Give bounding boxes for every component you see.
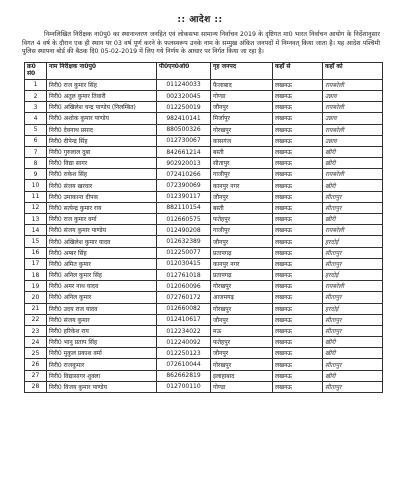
table-cell: इलाहाबाद [211,370,273,381]
table-cell: 16 [25,247,47,258]
table-row [25,102,383,113]
table-cell: 982410141 [157,113,211,124]
table-cell: खीरी [323,146,383,157]
table-cell: लखनऊ [273,325,323,336]
table-cell: 5 [25,124,47,135]
table-cell: निरी0 राज कुमार सिंह [47,79,157,90]
table-cell: लखनऊ [273,202,323,213]
table-cell: गोरखपुर [211,359,273,370]
table-cell: सीतापुर [323,292,383,303]
table-cell: प्रतापगढ़ [211,247,273,258]
table-cell: आजमगढ़ [211,292,273,303]
table-cell: लखनऊ [273,214,323,225]
table-cell: 902920013 [157,158,211,169]
table-cell: निरी0 राज कुमार वर्मा [47,214,157,225]
table-cell: 25 [25,348,47,359]
header-from: कहाँ से [273,62,323,79]
table-cell: निरी0 देवनाथ प्रसाद [47,124,157,135]
table-cell: 012250077 [157,247,211,258]
table-cell: कानपुर नगर [211,180,273,191]
table-cell: 012250123 [157,348,211,359]
table-cell: जौनपुर [211,236,273,247]
table-cell: लखनऊ [273,258,323,269]
table-cell: 23 [25,325,47,336]
table-cell: निरी0 अनिल कुमार [47,292,157,303]
table-cell: लखनऊ [273,180,323,191]
table-cell: 22 [25,314,47,325]
table-cell: हरदोई [323,303,383,314]
table-row [25,180,383,191]
table-cell: जौनपुर [211,314,273,325]
table-cell: निरी0 राजकुमार [47,359,157,370]
table-row [25,359,383,370]
table-cell: 26 [25,359,47,370]
table-cell: लखनऊ [273,113,323,124]
table-row [25,247,383,258]
table-cell: खीरी [323,348,383,359]
table-cell: लखनऊ [273,314,323,325]
table-cell: निरी0 विजय कुमार पाण्डेय [47,381,157,392]
table-row [25,381,383,392]
table-cell: जौनपुर [211,191,273,202]
table-row [25,337,383,348]
table-cell: लखनऊ [273,158,323,169]
table-cell: 880500326 [157,124,211,135]
table-cell: बस्ती [211,202,273,213]
table-cell: गोरखपुर [211,124,273,135]
table-cell: 862662819 [157,370,211,381]
table-cell: निरी0 संजय खरवार [47,180,157,191]
table-cell: हरदोई [323,236,383,247]
table-cell: खीरी [323,180,383,191]
table-row [25,135,383,146]
table-cell: 012490208 [157,225,211,236]
table-cell: 012660575 [157,214,211,225]
table-cell: लखनऊ [273,337,323,348]
table-cell: सीतापुर [323,191,383,202]
table-cell: 21 [25,303,47,314]
table-cell: 24 [25,337,47,348]
table-cell: 842661214 [157,146,211,157]
table-cell: मिर्जापुर [211,113,273,124]
table-cell: सीतापुर [323,314,383,325]
table-cell: 13 [25,214,47,225]
table-cell: निरी0 अखिलेश कुमार यादव [47,236,157,247]
table-cell: रायबरेली [323,225,383,236]
table-cell: 002320045 [157,90,211,101]
table-cell: निरी0 गुरुलाल दुबा [47,146,157,157]
table-cell: निरी0 अमर नाथ यादव [47,281,157,292]
table-cell: लखनऊ [273,102,323,113]
order-body-text: निम्नलिखित निरीक्षक ना0पु0 का स्थानान्तरण जनहित एवं लोकसभा सामान्य निर्वाचन 2019 के दृष्टिगत मा0 भारत निर्वाचन आयोग के निर्देशानुसार विगत 4 वर्ष के दौरान एक ही स्थान पर 03 वर्ष पूर्ण करने के फलस्वरूप उनके नाम के सम्मुख अंकित जनपदों में निम्नवत् किया जाता है। यह आदेश पश्चिमी पुलिस स्थापना बोर्ड की बैठक दि0 05-02-2019 में लिए गये निर्णय के आधार पर निर्गत किया जा रहा है। [22,31,380,56]
table-cell: 012234022 [157,325,211,336]
table-cell: निरी0 संजय कुमार [47,314,157,325]
table-cell: लखनऊ [273,269,323,280]
table-cell: खीरी [323,214,383,225]
table-row [25,113,383,124]
table-cell: प्रतापगढ़ [211,269,273,280]
table-row [25,325,383,336]
table-row [25,258,383,269]
table-cell: सीतापुर [323,381,383,392]
transfer-table [24,62,383,393]
table-cell: निरी0 विद्या सागर [47,158,157,169]
table-row [25,202,383,213]
order-title: :: आदेश :: [177,15,223,25]
table-cell: 11 [25,191,47,202]
table-cell: रायबरेली [323,124,383,135]
table-row [25,269,383,280]
table-cell: गाजीपुर [211,225,273,236]
table-cell: जौनपुर [211,102,273,113]
table-cell: लखनऊ [273,292,323,303]
header-serial: क्र0 सं0 [25,62,47,79]
table-cell: लखनऊ [273,124,323,135]
table-cell: रायबरेली [323,281,383,292]
table-cell: सीतापुर [211,158,273,169]
table-cell: 072410266 [157,169,211,180]
table-cell: लखनऊ [273,247,323,258]
table-cell: खीरी [323,337,383,348]
table-header-row [25,62,383,79]
table-cell: निरी0 विद्यासागर शुक्ला [47,370,157,381]
table-cell: सीतापुर [323,202,383,213]
table-cell: उन्नाव [323,90,383,101]
table-cell: गोण्डा [211,381,273,392]
table-cell: हरदोई [323,269,383,280]
table-cell: सीतापुर [323,325,383,336]
table-cell: 9 [25,169,47,180]
table-cell: 17 [25,258,47,269]
table-cell: 012730067 [157,135,211,146]
table-cell: 012240092 [157,337,211,348]
table-row [25,191,383,202]
table-cell: लखनऊ [273,79,323,90]
table-cell: 072760172 [157,292,211,303]
table-cell: गोरखपुर [211,281,273,292]
table-row [25,292,383,303]
table-cell: 012761018 [157,269,211,280]
table-cell: निरी0 उदय राज यादव [47,303,157,314]
table-cell: गोरखपुर [211,303,273,314]
table-row [25,348,383,359]
table-body [25,79,383,392]
table-row [25,225,383,236]
table-row [25,124,383,135]
table-cell: 27 [25,370,47,381]
table-cell: 8 [25,158,47,169]
table-cell: 28 [25,381,47,392]
table-cell: लखनऊ [273,191,323,202]
table-cell: फतेहपुर [211,214,273,225]
table-cell: 012250019 [157,102,211,113]
table-cell: लखनऊ [273,225,323,236]
table-cell: लखनऊ [273,370,323,381]
table-cell: निरी0 अखिलेश चन्द्र पाण्डेय (निलम्बित) [47,102,157,113]
table-cell: 6 [25,135,47,146]
table-cell: 10 [25,180,47,191]
table-cell: 012632389 [157,236,211,247]
table-cell: 012410617 [157,314,211,325]
table-row [25,90,383,101]
table-cell: निरी0 मुकुल प्रकाश वर्मा [47,348,157,359]
table-cell: फतेहपुर [211,337,273,348]
table-cell: लखनऊ [273,135,323,146]
table-cell: गोण्डा [211,90,273,101]
table-cell: 012660082 [157,303,211,314]
table-cell: कासगंज [211,135,273,146]
table-cell: 012030415 [157,258,211,269]
table-cell: लखनऊ [273,90,323,101]
table-cell: रायबरेली [323,169,383,180]
table-cell: निरी0 अशोक कुमार पाण्डेय [47,113,157,124]
table-cell: 15 [25,236,47,247]
table-cell: निरी0 दीपेन्द्र सिंह [47,135,157,146]
table-row [25,370,383,381]
header-name: नाम निरीक्षक ना0पु0 [47,62,157,79]
table-cell: निरी0 अतुल कुमार तिवारी [47,90,157,101]
table-cell: 19 [25,281,47,292]
table-cell: 012390117 [157,191,211,202]
table-cell: निरी0 संजय कुमार पाण्डेय [47,225,157,236]
table-cell: निरी0 सत्येन्द्र कुमार राय [47,202,157,213]
table-cell: निरी0 राकेश सिंह [47,169,157,180]
table-cell: 012060096 [157,281,211,292]
table-cell: खीरी [323,158,383,169]
table-cell: 14 [25,225,47,236]
table-cell: 18 [25,269,47,280]
table-cell: निरी0 भानु प्रताप सिंह [47,337,157,348]
header-pno: पी0एन0ओ0 [157,62,211,79]
table-cell: 12 [25,202,47,213]
table-cell: फैजाबाद [211,79,273,90]
table-cell: जौनपुर [211,348,273,359]
table-row [25,79,383,90]
table-cell: लखनऊ [273,348,323,359]
table-cell: लखनऊ [273,303,323,314]
table-cell: 072610044 [157,359,211,370]
table-cell: बस्ती [211,146,273,157]
table-cell: 20 [25,292,47,303]
table-cell: लखनऊ [273,146,323,157]
table-cell: निरी0 अनिल कुमार सिंह [47,269,157,280]
table-cell: मऊ [211,325,273,336]
table-cell: सीतापुर [323,359,383,370]
table-cell: 012700110 [157,381,211,392]
table-cell: सीतापुर [323,247,383,258]
table-row [25,281,383,292]
table-cell: कानपुर नगर [211,258,273,269]
table-cell: निरी0 अमित कुमार [47,258,157,269]
table-cell: निरी0 उमाकान्त दीपक [47,191,157,202]
table-row [25,169,383,180]
table-cell: निरी0 अम्बर सिंह [47,247,157,258]
table-cell: 7 [25,146,47,157]
table-row [25,158,383,169]
table-row [25,303,383,314]
table-cell: 072390069 [157,180,211,191]
table-cell: लखनऊ [273,236,323,247]
table-row [25,314,383,325]
table-cell: खीरी [323,370,383,381]
table-cell: 1 [25,79,47,90]
header-to: कहाँ को [323,62,383,79]
table-cell: लखनऊ [273,359,323,370]
table-cell: गाजीपुर [211,169,273,180]
table-cell: रायबरेली [323,79,383,90]
table-cell: रायबरेली [323,102,383,113]
table-cell: लखनऊ [273,381,323,392]
table-cell: निरी0 हरिकेश राय [47,325,157,336]
table-row [25,236,383,247]
table-cell: 882110154 [157,202,211,213]
header-home-district: गृह जनपद [211,62,273,79]
table-cell: लखनऊ [273,281,323,292]
table-row [25,214,383,225]
table-cell: 011240033 [157,79,211,90]
table-cell: सीतापुर [323,258,383,269]
table-cell: 2 [25,90,47,101]
table-row [25,146,383,157]
table-cell: उन्नाव [323,135,383,146]
table-cell: 4 [25,113,47,124]
table-cell: उन्नाव [323,113,383,124]
table-cell: लखनऊ [273,169,323,180]
table-cell: 3 [25,102,47,113]
